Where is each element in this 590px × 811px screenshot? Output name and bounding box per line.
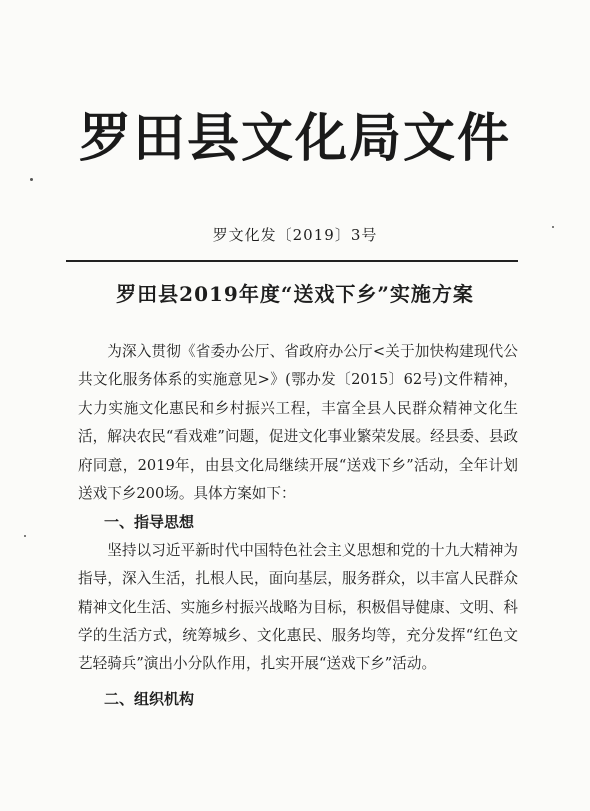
scan-speck [30, 178, 33, 181]
document-title: 罗田县2019年度“送戏下乡”实施方案 [116, 282, 474, 306]
intro-paragraph: 为深入贯彻《省委办公厅、省政府办公厅<关于加快构建现代公共文化服务体系的实施意见>》(鄂办发〔2015〕62号)文件精神，大力实施文化惠民和乡村振兴工程，丰富全县人民群众精神文化生活，解决农民“看戏难”问题，促进文化事业繁荣发展。经县委、县政府同意，2019年，由县文化局继续开展“送戏下乡”活动，全年计划送戏下乡200场。具体方案如下： [78, 343, 518, 503]
section-heading-organization: 二、组织机构 [104, 689, 195, 708]
section-heading-guiding: 一、指导思想 [104, 513, 195, 532]
document-number: 罗文化发〔2019〕3号 [212, 226, 378, 244]
document-body [78, 338, 518, 713]
scan-speck [552, 226, 554, 228]
scan-speck [24, 535, 26, 537]
masthead-title: 罗田县文化局文件 [78, 108, 511, 169]
section-paragraph-guiding: 坚持以习近平新时代中国特色社会主义思想和党的十九大精神为指导，深入生活，扎根人民，面向基层，服务群众，以丰富人民群众精神文化生活、实施乡村振兴战略为目标，积极倡导健康、文明、科学的生活方式，统筹城乡、文化惠民、服务均等，充分发挥“红色文艺轻骑兵”演出小分队作用，扎实开展“送戏下乡”活动。 [78, 541, 518, 673]
header-divider [66, 260, 518, 262]
